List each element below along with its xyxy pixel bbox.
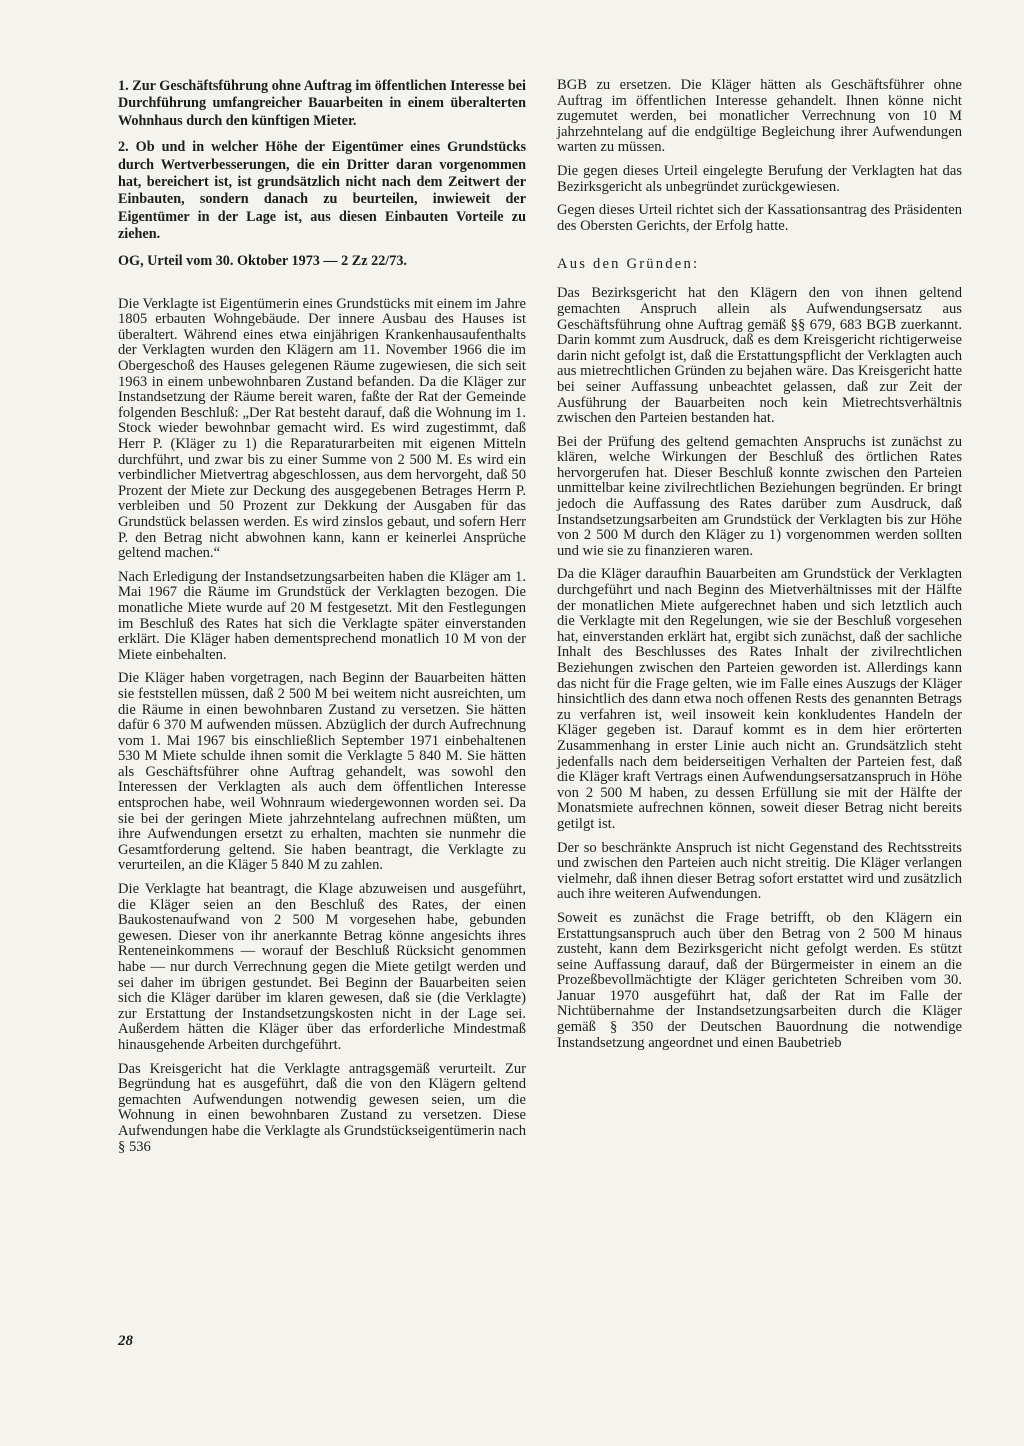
left-body-text <box>118 297 526 1155</box>
paragraph: Gegen dieses Urteil richtet sich der Kassationsantrag des Präsidenten des Obersten Gerichts, der Erfolg hatte. <box>557 202 962 234</box>
paragraph: Die Verklagte ist Eigentümerin eines Grundstücks mit einem im Jahre 1805 erbauten Wohngebäude. Der innere Ausbau des Hauses ist überaltert. Während eines etwa einjährigen Krankenhausaufenthalts der Verklagten wurden den Klägern am 11. November 1966 die im Obergeschoß des Hauses gelegenen Räume zugewiesen, die sich seit 1963 in einem unbewohnbaren Zustand befanden. Da die Kläger zur Instandsetzung der Räume bereit waren, faßte der Rat der Gemeinde folgenden Beschluß: „Der Rat besteht darauf, daß die Wohnung im 1. Stock wieder bewohnbar gemacht wird. Es wird zugestimmt, daß Herr P. (Kläger zu 1) die Reparaturarbeiten mit eigenen Mitteln durchführt, und zwar bis zu einer Summe von 2 500 M. Es wird ein verbindlicher Mietvertrag abgeschlossen, aus dem hervorgeht, daß 50 Prozent der Miete zur Deckung des ausgegebenen Betrages Herrn P. verbleiben und 50 Prozent zur Dekkung der Ausgaben für das Grundstück belassen werden. Es wird zinslos gebaut, und sofern Herr P. den Betrag nicht abwohnen kann, kann er keinerlei Ansprüche geltend machen.“ <box>118 295 526 562</box>
right-column <box>557 78 962 1059</box>
headnote-1: 1. Zur Geschäftsführung ohne Auftrag im öffentlichen Interesse bei Durchführung umfangreicher Bauarbeiten in einem überalterten Wohnhaus durch den künftigen Mieter. <box>118 78 526 129</box>
paragraph: Da die Kläger daraufhin Bauarbeiten am Grundstück der Verklagten durchgeführt und nach Beginn des Mietverhältnisses mit der Hälfte der monatlichen Miete aufgerechnet haben und sich letztlich auch die Verklagte mit den Regelungen, wie sie der Beschluß vorgesehen hat, einverstanden erklärt hat, ergibt sich zunächst, daß der sachliche Inhalt des Beschlusses des Rates Inhalt der zivilrechtlichen Beziehungen zwischen den Parteien geworden ist. Allerdings kann das nicht für die Frage gelten, wie im Falle eines Auszugs der Kläger hinsichtlich des dann etwa noch offenen Rests des genannten Betrags zu verfahren ist, weil insoweit kein konkludentes Handeln der Kläger gegeben ist. Darauf kommt es in dem hier erörterten Zusammenhang in erster Linie auch nicht an. Grundsätzlich steht jedenfalls nach dem beiderseitigen Verhalten der Parteien fest, daß die Kläger kraft Vertrags einen Aufwendungsersatzanspruch in Höhe von 2 500 M haben, zu dessen Erfüllung sie mit der Hälfte der Monatsmiete aufrechnen können, soweit dieser Betrag nicht bereits getilgt ist. <box>557 566 962 832</box>
headnote-2: 2. Ob und in welcher Höhe der Eigentümer eines Grundstücks durch Wertverbesserungen, die ein Dritter daran vorgenommen hat, bereichert ist, ist grundsätzlich nicht nach dem Zeitwert der Einbauten, sondern danach zu beurteilen, inwieweit der Eigentümer in der Lage ist, aus diesen Einbauten Vorteile zu ziehen. <box>118 139 526 243</box>
paragraph: Das Bezirksgericht hat den Klägern den von ihnen geltend gemachten Anspruch allein als Aufwendungsersatz aus Geschäftsführung ohne Auftrag gemäß §§ 679, 683 BGB zuerkannt. Darin kommt zum Ausdruck, daß es dem Kreisgericht richtigerweise darin nicht gefolgt ist, daß die Erstattungspflicht der Verklagten auch aus mietrechtlichen Gründen zu bejahen wäre. Das Kreisgericht hatte bei seiner Auffassung unbeachtet gelassen, daß zur Zeit der Ausführung der Bauarbeiten noch kein Mietrechtsverhältnis zwischen den Parteien bestanden hat. <box>557 285 962 427</box>
paragraph: Soweit es zunächst die Frage betrifft, ob den Klägern ein Erstattungsanspruch auch über den Betrag von 2 500 M hinaus zusteht, kann dem Bezirksgericht nicht gefolgt werden. Es stützt seine Auffassung darauf, daß der Bürgermeister in einem an die Prozeßbevollmächtigte der Kläger gerichteten Schreiben vom 30. Januar 1970 ausgeführt hat, daß der Rat im Falle der Nichtübernahme der Instandsetzungsarbeiten durch die Kläger gemäß § 350 der Deutschen Bauordnung die notwendige Instandsetzung angeordnet und einen Baubetrieb <box>557 909 962 1051</box>
paragraph: Die Kläger haben vorgetragen, nach Beginn der Bauarbeiten hätten sie feststellen müssen, daß 2 500 M bei weitem nicht ausreichten, um die Räume in einen bewohnbaren Zustand zu versetzen. Sie hätten dafür 6 370 M aufwenden müssen. Abzüglich der durch Aufrechnung vom 1. Mai 1967 bis einschließlich September 1971 einbehaltenen 530 M Miete schulde ihnen somit die Verklagte 5 840 M. Sie hätten als Geschäftsführer ohne Auftrag gehandelt, was sowohl den Interessen der Verklagten als auch dem öffentlichen Interesse entsprochen habe, weil Wohnraum wiedergewonnen worden sei. Da sie bei der geringen Miete jahrzehntelang aufrechnen müßten, um ihre Aufwendungen ersetzt zu erhalten, machten sie nunmehr die Gesamtforderung geltend. Sie haben beantragt, die Verklagte zu verurteilen, an die Kläger 5 840 M zu zahlen. <box>118 670 526 874</box>
paragraph: Die Verklagte hat beantragt, die Klage abzuweisen und ausgeführt, die Kläger seien an den Beschluß des Rates, der einen Baukostenaufwand von 2 500 M vorgesehen habe, gebunden gewesen. Dieser von ihr anerkannte Betrag könne angesichts ihres Renteneinkommens — worauf der Beschluß Rücksicht genommen habe — nur durch Verrechnung gegen die Miete getilgt werden und sei daher im übrigen gestundet. Bei Beginn der Bauarbeiten seien sich die Kläger darüber im klaren gewesen, daß sie (die Verklagte) zur Erstattung der Instandsetzungskosten nicht in der Lage sei. Außerdem hätten die Kläger über das erforderliche Mindestmaß hinausgehende Arbeiten durchgeführt. <box>118 881 526 1053</box>
paragraph: Der so beschränkte Anspruch ist nicht Gegenstand des Rechtsstreits und zwischen den Parteien auch nicht streitig. Die Kläger verlangen vielmehr, daß ihnen dieser Betrag sofort erstattet wird und zusätzlich auch ihre weiteren Aufwendungen. <box>557 839 962 903</box>
section-heading: Aus den Gründen: <box>557 256 700 273</box>
left-column <box>118 78 526 1163</box>
court-citation: OG, Urteil vom 30. Oktober 1973 — 2 Zz 22/73. <box>118 252 407 269</box>
paragraph: Das Kreisgericht hat die Verklagte antragsgemäß verurteilt. Zur Begründung hat es ausgeführt, daß die von den Klägern geltend gemachten Aufwendungen notwendig gewesen seien, um die Wohnung in einen bewohnbaren Zustand zu versetzen. Diese Aufwendungen habe die Verklagte als Grundstückseigentümerin nach § 536 <box>118 1060 526 1155</box>
page-number: 28 <box>118 1333 133 1349</box>
paragraph: Nach Erledigung der Instandsetzungsarbeiten haben die Kläger am 1. Mai 1967 die Räume im Grundstück der Verklagten bezogen. Die monatliche Miete wurde auf 20 M festgesetzt. Mit den Festlegungen im Beschluß des Rates hat sich die Verklagte später einverstanden erklärt. Die Kläger haben dementsprechend monatlich 10 M von der Miete einbehalten. <box>118 568 526 663</box>
paragraph: BGB zu ersetzen. Die Kläger hätten als Geschäftsführer ohne Auftrag im öffentlichen Interesse gehandelt. Ihnen könne nicht zugemutet werden, bei monatlicher Verrechnung von 10 M jahrzehntelang auf die endgültige Begleichung ihrer Aufwendungen warten zu müssen. <box>557 77 962 156</box>
paragraph: Die gegen dieses Urteil eingelegte Berufung der Verklagten hat das Bezirksgericht als unbegründet zurückgewiesen. <box>557 162 962 195</box>
paragraph: Bei der Prüfung des geltend gemachten Anspruchs ist zunächst zu klären, welche Wirkungen der Beschluß des örtlichen Rates hervorgerufen hat. Dieser Beschluß konnte zwischen den Parteien unmittelbar keine zivilrechtlichen Beziehungen begründen. Er bringt jedoch die Auffassung des Rates darüber zum Ausdruck, daß Instandsetzungsarbeiten am Grundstück der Verklagten bis zur Höhe von 2 500 M durch den Kläger zu 1) vorgenommen werden sollten und wie sie zu finanzieren waren. <box>557 433 962 559</box>
